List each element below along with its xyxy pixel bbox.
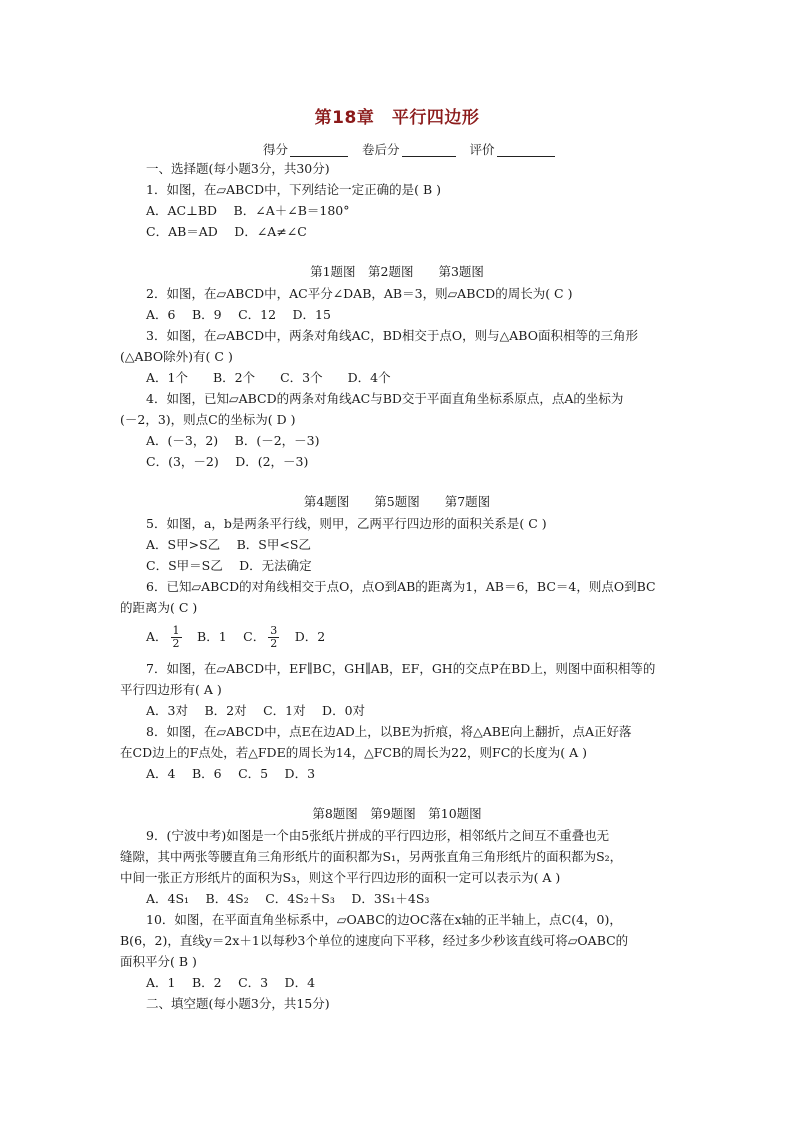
after-score-blank <box>402 142 456 157</box>
score-label: 得分 <box>263 142 289 157</box>
question-1-options: C．AB＝AD D．∠A≠∠C <box>146 224 307 239</box>
question-1-stem: 1．如图，在▱ABCD中，下列结论一定正确的是( B ) <box>146 182 441 197</box>
question-10-options: A．1 B．2 C．3 D．4 <box>146 975 316 990</box>
question-3-options: A．1个 B．2个 C．3个 D．4个 <box>146 370 391 385</box>
figure-caption-row: 第8题图 第9题图 第10题图 <box>312 806 482 821</box>
question-2-options: A．6 B．9 C．12 D．15 <box>146 307 331 322</box>
option-a-label: A． <box>146 629 168 644</box>
question-5-options: A．S甲>S乙 B．S甲<S乙 <box>146 537 311 552</box>
question-6-options <box>146 624 706 650</box>
question-4-options: C．(3，－2) D．(2，－3) <box>146 454 309 469</box>
question-7-stem: 7．如图，在▱ABCD中，EF∥BC，GH∥AB，EF，GH的交点P在BD上，则图中面积相等的 <box>146 661 656 676</box>
question-4-stem: (－2，3)，则点C的坐标为( D ) <box>120 412 296 427</box>
question-10-stem: B(6，2)，直线y＝2x＋1以每秒3个单位的速度向下平移，经过多少秒该直线可将▱OABC的 <box>120 933 629 948</box>
question-1-options: A．AC⊥BD B．∠A＋∠B＝180° <box>146 203 350 218</box>
score-blank <box>290 142 348 157</box>
question-10-stem: 面积平分( B ) <box>120 954 197 969</box>
question-8-stem: 8．如图，在▱ABCD中，点E在边AD上，以BE为折痕，将△ABE向上翻折，点A正好落 <box>146 724 632 739</box>
question-7-options: A．3对 B．2对 C．1对 D．0对 <box>146 703 366 718</box>
question-4-options: A．(－3，2) B．(－2，－3) <box>146 433 320 448</box>
question-10-stem: 10．如图，在平面直角坐标系中，▱OABC的边OC落在x轴的正半轴上，点C(4，0)， <box>146 912 622 927</box>
question-6-stem: 的距离为( C ) <box>120 600 198 615</box>
question-2-stem: 2．如图，在▱ABCD中，AC平分∠DAB，AB＝3，则▱ABCD的周长为( C ) <box>146 286 573 301</box>
question-7-stem: 平行四边形有( A ) <box>120 682 222 697</box>
question-5-stem: 5．如图，a，b是两条平行线，则甲，乙两平行四边形的面积关系是( C ) <box>146 516 547 531</box>
section-heading: 一、选择题(每小题3分，共30分) <box>146 161 330 176</box>
question-3-stem: 3．如图，在▱ABCD中，两条对角线AC，BD相交于点O，则与△ABO面积相等的三角形 <box>146 328 638 343</box>
question-8-stem: 在CD边上的F点处，若△FDE的周长为14，△FCB的周长为22，则FC的长度为( A ) <box>120 745 588 760</box>
fraction-three-halves: $\frac{3}{2}$ <box>270 624 278 650</box>
fraction-one-half: $\frac{1}{2}$ <box>172 624 180 650</box>
question-9-stem: 9．(宁波中考)如图是一个由5张纸片拼成的平行四边形，相邻纸片之间互不重叠也无 <box>146 828 610 843</box>
question-4-stem: 4．如图，已知▱ABCD的两条对角线AC与BD交于平面直角坐标系原点，点A的坐标为 <box>146 391 624 406</box>
section-heading: 二、填空题(每小题3分，共15分) <box>146 996 330 1011</box>
question-9-stem: 缝隙，其中两张等腰直角三角形纸片的面积都为S₁，另两张直角三角形纸片的面积都为S₂， <box>120 849 623 864</box>
figure-caption-row: 第4题图 第5题图 第7题图 <box>303 494 491 509</box>
evaluation-label: 评价 <box>469 142 495 157</box>
figure-caption-row: 第1题图 第2题图 第3题图 <box>310 264 484 279</box>
score-line <box>263 140 565 158</box>
evaluation-blank <box>497 142 555 157</box>
question-5-options: C．S甲＝S乙 D．无法确定 <box>146 558 312 573</box>
question-3-stem: (△ABO除外)有( C ) <box>120 349 233 364</box>
option-d-label: D．2 <box>282 629 326 644</box>
after-score-label: 卷后分 <box>362 142 400 157</box>
question-6-stem: 6．已知▱ABCD的对角线相交于点O，点O到AB的距离为1，AB＝6，BC＝4，则点O到BC <box>146 579 656 594</box>
option-bc-label: B．1 C． <box>184 629 266 644</box>
chapter-title: 第18章 平行四边形 <box>314 108 480 128</box>
question-9-stem: 中间一张正方形纸片的面积为S₃，则这个平行四边形的面积一定可以表示为( A ) <box>120 870 561 885</box>
question-8-options: A．4 B．6 C．5 D．3 <box>146 766 316 781</box>
question-9-options: A．4S₁ B．4S₂ C．4S₂＋S₃ D．3S₁＋4S₃ <box>146 891 430 906</box>
